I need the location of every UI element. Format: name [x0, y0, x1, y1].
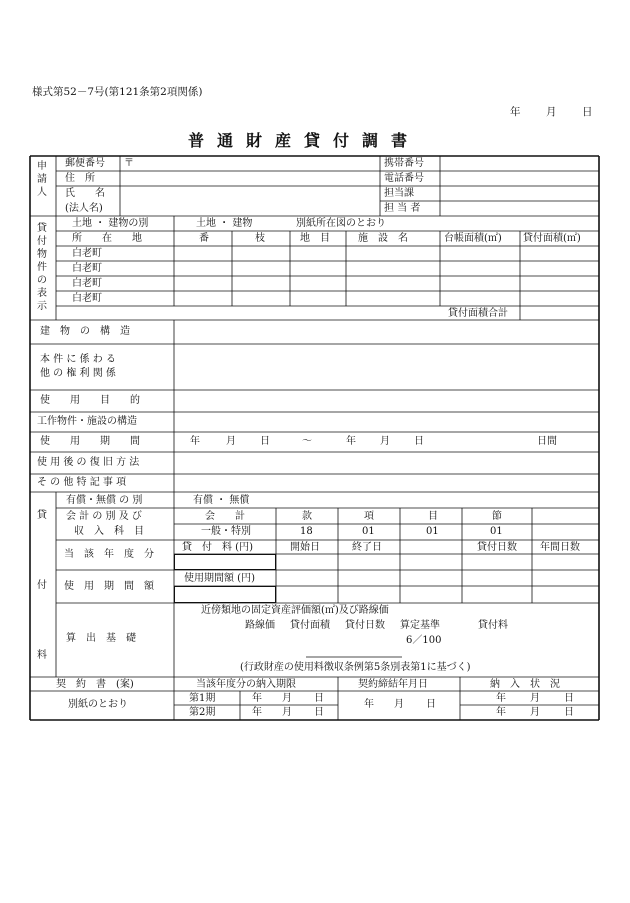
status-1-year: 年 — [496, 693, 506, 704]
end-date-label: 終了日 — [352, 542, 382, 553]
kou-value: 01 — [362, 526, 375, 537]
term-2-year: 年 — [252, 707, 262, 718]
property-type-value[interactable]: 土地 ・ 建物 — [196, 218, 253, 229]
period-end-day: 日 — [414, 436, 424, 447]
signed-day: 日 — [426, 699, 436, 710]
col-moku: 目 — [428, 511, 438, 522]
location-row-2: 白老町 — [72, 263, 102, 274]
works-label: 工作物件・施設の構造 — [37, 416, 137, 427]
date-day: 日 — [582, 106, 593, 118]
applicant-section-label: 申請人 — [37, 161, 47, 198]
structure-label: 建 物 の 構 造 — [40, 326, 130, 337]
basis-label: 算 出 基 礎 — [66, 633, 136, 644]
account-label-2: 収 入 科 目 — [74, 526, 144, 537]
postal-mark: 〒 — [124, 158, 134, 169]
period-start-day: 日 — [260, 436, 270, 447]
purpose-label: 使 用 目 的 — [40, 395, 140, 406]
col-loan-area: 貸付面積(㎡) — [523, 233, 581, 244]
paid-value[interactable]: 有償 ・ 無償 — [193, 495, 250, 506]
col-contract: 契 約 書 (案) — [56, 679, 134, 690]
fee-yen-label: 貸 付 料 (円) — [182, 542, 253, 553]
period-tilde: ～ — [302, 436, 312, 447]
term-1-year: 年 — [252, 693, 262, 704]
total-area-label: 貸付面積合計 — [448, 308, 508, 319]
col-branch: 枝 — [255, 233, 265, 244]
location-row-3: 白老町 — [72, 278, 102, 289]
signed-month: 月 — [394, 699, 404, 710]
signed-year: 年 — [364, 699, 374, 710]
person-label: 担 当 者 — [384, 203, 421, 214]
form-number: 様式第52－7号(第121条第2項関係) — [32, 86, 203, 98]
term-2-day: 日 — [314, 707, 324, 718]
fee-section-label-2: 付 — [37, 580, 47, 591]
status-2-day: 日 — [564, 707, 574, 718]
basis-fee: 貸付料 — [478, 620, 508, 631]
basis-standard: 算定基準 — [400, 620, 440, 631]
address-label: 住 所 — [65, 173, 95, 184]
period-end-month: 月 — [380, 436, 390, 447]
status-2-year: 年 — [496, 707, 506, 718]
moku-value: 01 — [426, 526, 439, 537]
rights-label-2: 他 の 権 利 関 係 — [40, 368, 116, 379]
term-1-month: 月 — [282, 693, 292, 704]
period-amount-box[interactable] — [174, 586, 276, 603]
period-amount-label: 使 用 期 間 額 — [64, 581, 154, 592]
start-date-label: 開始日 — [290, 542, 320, 553]
date-year: 年 — [510, 106, 521, 118]
page-title: 普通財産貸付調書 — [188, 131, 421, 150]
col-status: 納 入 状 況 — [490, 679, 560, 690]
postal-label: 郵便番号 — [65, 158, 105, 169]
status-2-month: 月 — [530, 707, 540, 718]
date-month: 月 — [546, 106, 557, 118]
fiscal-label: 当 該 年 度 分 — [64, 549, 154, 560]
status-1-month: 月 — [530, 693, 540, 704]
paid-label: 有償・無償 の 別 — [66, 495, 143, 506]
basis-rate: 6／100 — [406, 635, 442, 646]
basis-loan-area: 貸付面積 — [290, 620, 330, 631]
col-location: 所 在 地 — [72, 233, 142, 244]
mobile-label: 携帯番号 — [384, 158, 424, 169]
kan-value: 18 — [300, 526, 313, 537]
contract-value: 別紙のとおり — [68, 699, 128, 710]
property-type-label: 土地 ・ 建物の別 — [72, 218, 149, 229]
account-label-1: 会 計 の 別 及 び — [66, 511, 142, 522]
account-value[interactable]: 一般・特別 — [201, 526, 251, 537]
annual-days-label: 年間日数 — [540, 542, 580, 553]
other-label: そ の 他 特 記 事 項 — [37, 477, 127, 488]
corp-name-label: (法人名) — [65, 203, 103, 214]
basis-loan-days: 貸付日数 — [345, 620, 385, 631]
col-deadline: 当該年度分の納入期限 — [196, 679, 296, 690]
period-days-label: 日間 — [537, 436, 557, 447]
basis-line-1: 近傍類地の固定資産評価額(㎡)及び路線価 — [201, 605, 389, 616]
basis-route-price: 路線価 — [245, 620, 275, 631]
term-1-day: 日 — [314, 693, 324, 704]
dept-label: 担当課 — [384, 188, 414, 199]
fee-section-label-3: 料 — [37, 650, 47, 661]
rights-label-1: 本 件 に 係 わ る — [40, 354, 116, 365]
col-signed: 契約締結年月日 — [358, 679, 428, 690]
fiscal-fee-amount-box[interactable] — [174, 554, 276, 570]
basis-note: (行政財産の使用料徴収条例第5条別表第1に基づく) — [240, 662, 471, 673]
term-2-month: 月 — [282, 707, 292, 718]
period-end-year: 年 — [346, 436, 356, 447]
col-category: 地 目 — [300, 233, 330, 244]
col-kan: 款 — [302, 511, 312, 522]
fee-section-label-1: 貸 — [37, 510, 47, 521]
term-1-label: 第1期 — [189, 693, 216, 704]
col-facility: 施 設 名 — [358, 233, 408, 244]
status-1-day: 日 — [564, 693, 574, 704]
location-row-4: 白老町 — [72, 293, 102, 304]
col-setsu: 節 — [492, 511, 502, 522]
phone-label: 電話番号 — [384, 173, 424, 184]
col-ledger-area: 台帳面積(㎡) — [444, 233, 502, 244]
period-start-month: 月 — [226, 436, 236, 447]
term-2-label: 第2期 — [189, 707, 216, 718]
col-kou: 項 — [364, 511, 374, 522]
property-section-label: 貸付物件の表示 — [37, 223, 47, 312]
col-number: 番 — [199, 233, 209, 244]
setsu-value: 01 — [490, 526, 503, 537]
see-attached-text: 別紙所在図のとおり — [296, 218, 386, 229]
period-start-year: 年 — [190, 436, 200, 447]
restore-label: 使 用 後 の 復 旧 方 法 — [37, 457, 140, 468]
period-label: 使 用 期 間 — [40, 436, 140, 447]
name-label: 氏 名 — [65, 188, 105, 199]
col-account: 会 計 — [205, 511, 245, 522]
loan-days-label: 貸付日数 — [477, 542, 517, 553]
period-amount-yen-label: 使用期間額 (円) — [184, 573, 255, 584]
location-row-1: 白老町 — [72, 248, 102, 259]
